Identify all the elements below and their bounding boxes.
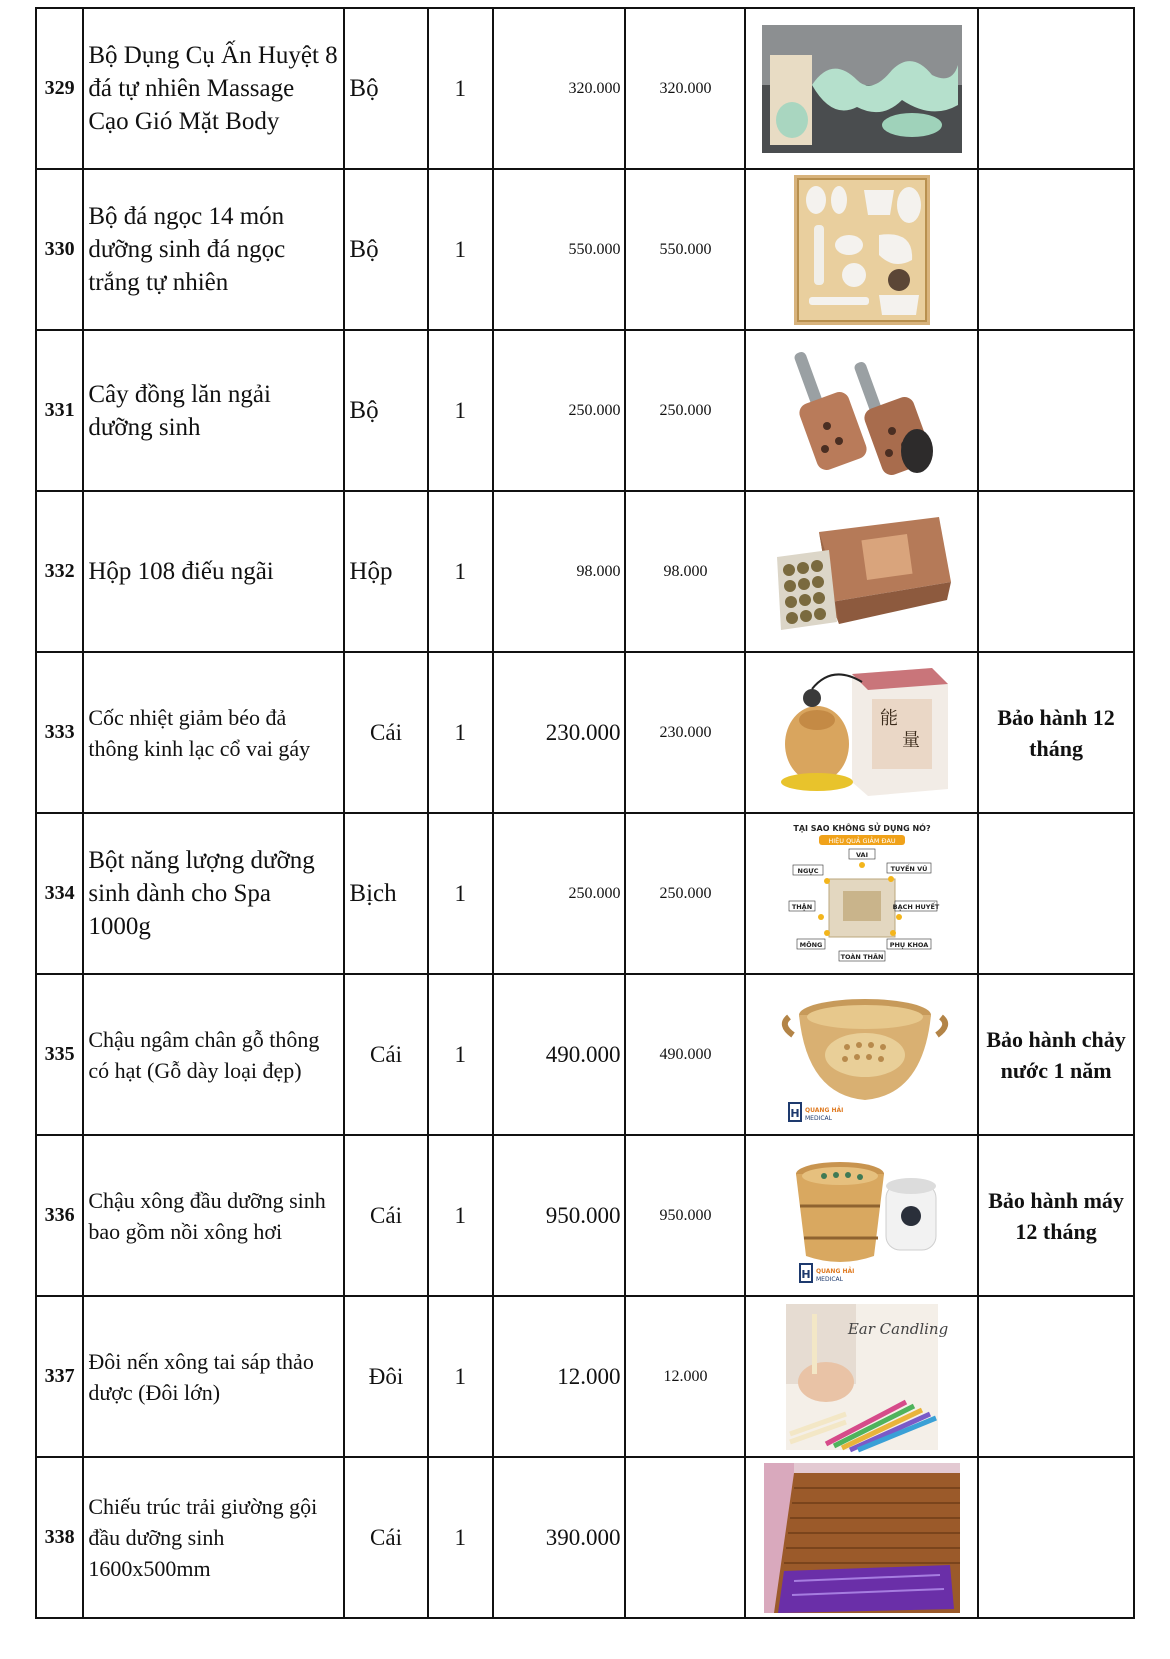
- moxa-box-photo: [769, 502, 955, 642]
- ear-candles-photo: [786, 1304, 948, 1450]
- note: [978, 1457, 1134, 1618]
- unit: Bộ: [344, 169, 427, 330]
- svg-text:BẠCH HUYẾT: BẠCH HUYẾT: [892, 902, 940, 911]
- line-total: 550.000: [625, 169, 745, 330]
- svg-text:MÔNG: MÔNG: [799, 940, 823, 949]
- heat-cup-box-photo: [772, 664, 952, 802]
- product-name: Cây đồng lăn ngải dưỡng sinh: [83, 330, 344, 491]
- energy-powder-infographic: [787, 821, 940, 967]
- jade-massage-stones-photo: [762, 25, 962, 153]
- table-row: [36, 8, 1134, 169]
- quantity: 1: [428, 652, 493, 813]
- note: [978, 491, 1134, 652]
- line-total: 12.000: [625, 1296, 745, 1457]
- product-name: Đôi nến xông tai sáp thảo dược (Đôi lớn): [83, 1296, 344, 1457]
- white-jade-set-photo: [794, 175, 930, 325]
- row-number: 338: [36, 1457, 83, 1618]
- note: [978, 8, 1134, 169]
- line-total: 490.000: [625, 974, 745, 1135]
- unit-price: 390.000: [493, 1457, 626, 1618]
- quantity: 1: [428, 813, 493, 974]
- quantity: 1: [428, 8, 493, 169]
- quantity: 1: [428, 974, 493, 1135]
- unit-price: 12.000: [493, 1296, 626, 1457]
- svg-text:QUANG HẢI: QUANG HẢI: [815, 1267, 855, 1275]
- unit: Cái: [344, 1135, 427, 1296]
- svg-text:能: 能: [879, 707, 898, 729]
- product-name: Hộp 108 điếu ngãi: [83, 491, 344, 652]
- price-table: [35, 7, 1135, 1619]
- table-row: [36, 1457, 1134, 1618]
- svg-text:TẠI SAO KHÔNG SỬ DỤNG NÓ?: TẠI SAO KHÔNG SỬ DỤNG NÓ?: [793, 823, 931, 833]
- unit-price: 320.000: [493, 8, 626, 169]
- svg-text:PHỤ KHOA: PHỤ KHOA: [889, 940, 929, 949]
- svg-text:NGỰC: NGỰC: [797, 866, 819, 875]
- product-image-cell: [745, 330, 978, 491]
- table-row: [36, 169, 1134, 330]
- line-total: 950.000: [625, 1135, 745, 1296]
- table-row: [36, 974, 1134, 1135]
- quantity: 1: [428, 1135, 493, 1296]
- unit-price: 550.000: [493, 169, 626, 330]
- unit: Đôi: [344, 1296, 427, 1457]
- svg-text:TOÀN THÂN: TOÀN THÂN: [840, 952, 884, 961]
- svg-text:QUANG HẢI: QUANG HẢI: [804, 1106, 844, 1114]
- line-total: 230.000: [625, 652, 745, 813]
- product-name: Bộ đá ngọc 14 món dưỡng sinh đá ngọc trắng tự nhiên: [83, 169, 344, 330]
- product-image-cell: [745, 8, 978, 169]
- table-row: [36, 1135, 1134, 1296]
- unit-price: 98.000: [493, 491, 626, 652]
- row-number: 335: [36, 974, 83, 1135]
- unit: Bộ: [344, 8, 427, 169]
- row-number: 334: [36, 813, 83, 974]
- note: [978, 330, 1134, 491]
- row-number: 337: [36, 1296, 83, 1457]
- product-image-cell: [745, 1457, 978, 1618]
- row-number: 329: [36, 8, 83, 169]
- row-number: 333: [36, 652, 83, 813]
- product-image-cell: [745, 652, 978, 813]
- product-name: Chiếu trúc trải giường gội đầu dưỡng sinh 1600x500mm: [83, 1457, 344, 1618]
- line-total: 250.000: [625, 813, 745, 974]
- product-image-cell: [745, 1135, 978, 1296]
- unit: Cái: [344, 1457, 427, 1618]
- note: Bảo hành máy 12 tháng: [978, 1135, 1134, 1296]
- product-name: Chậu ngâm chân gỗ thông có hạt (Gỗ dày loại đẹp): [83, 974, 344, 1135]
- svg-text:THẬN: THẬN: [791, 902, 812, 911]
- product-image-cell: [745, 169, 978, 330]
- product-image-cell: [745, 974, 978, 1135]
- table-row: [36, 491, 1134, 652]
- quantity: 1: [428, 1296, 493, 1457]
- row-number: 332: [36, 491, 83, 652]
- unit-price: 950.000: [493, 1135, 626, 1296]
- note: [978, 813, 1134, 974]
- product-image-cell: [745, 491, 978, 652]
- line-total: 250.000: [625, 330, 745, 491]
- quantity: 1: [428, 491, 493, 652]
- product-name: Chậu xông đầu dưỡng sinh bao gồm nồi xông hơi: [83, 1135, 344, 1296]
- unit-price: 250.000: [493, 813, 626, 974]
- unit-price: 250.000: [493, 330, 626, 491]
- product-image-cell: [745, 1296, 978, 1457]
- table-row: [36, 330, 1134, 491]
- svg-text:H: H: [790, 1106, 800, 1120]
- product-image-cell: [745, 813, 978, 974]
- unit: Bộ: [344, 330, 427, 491]
- unit: Bịch: [344, 813, 427, 974]
- svg-text:量: 量: [901, 729, 920, 751]
- unit-price: 230.000: [493, 652, 626, 813]
- svg-text:HIỆU QUẢ GIẢM ĐAU: HIỆU QUẢ GIẢM ĐAU: [828, 836, 896, 845]
- bamboo-mat-photo: [764, 1463, 960, 1613]
- line-total: [625, 1457, 745, 1618]
- note: Bảo hành chảy nước 1 năm: [978, 974, 1134, 1135]
- table-row: [36, 1296, 1134, 1457]
- unit: Cái: [344, 652, 427, 813]
- note: [978, 169, 1134, 330]
- copper-moxa-rollers-photo: [777, 341, 947, 481]
- row-number: 336: [36, 1135, 83, 1296]
- svg-text:H: H: [801, 1267, 811, 1281]
- svg-text:MEDICAL: MEDICAL: [804, 1114, 832, 1122]
- note: Bảo hành 12 tháng: [978, 652, 1134, 813]
- svg-text:Ear Candling: Ear Candling: [847, 1319, 948, 1338]
- product-name: Bộ Dụng Cụ Ấn Huyệt 8 đá tự nhiên Massage Cạo Gió Mặt Body: [83, 8, 344, 169]
- line-total: 320.000: [625, 8, 745, 169]
- note: [978, 1296, 1134, 1457]
- wooden-foot-tub-photo: [777, 985, 947, 1125]
- quantity: 1: [428, 330, 493, 491]
- row-number: 331: [36, 330, 83, 491]
- table-row: [36, 813, 1134, 974]
- unit: Hộp: [344, 491, 427, 652]
- quantity: 1: [428, 1457, 493, 1618]
- line-total: 98.000: [625, 491, 745, 652]
- unit: Cái: [344, 974, 427, 1135]
- product-name: Cốc nhiệt giảm béo đả thông kinh lạc cổ vai gáy: [83, 652, 344, 813]
- svg-text:TUYẾN VÚ: TUYẾN VÚ: [890, 864, 928, 873]
- product-name: Bột năng lượng dưỡng sinh dành cho Spa 1000g: [83, 813, 344, 974]
- steam-head-bucket-photo: [782, 1146, 942, 1286]
- unit-price: 490.000: [493, 974, 626, 1135]
- quantity: 1: [428, 169, 493, 330]
- svg-text:MEDICAL: MEDICAL: [815, 1275, 843, 1283]
- row-number: 330: [36, 169, 83, 330]
- svg-text:VAI: VAI: [855, 850, 868, 859]
- table-row: [36, 652, 1134, 813]
